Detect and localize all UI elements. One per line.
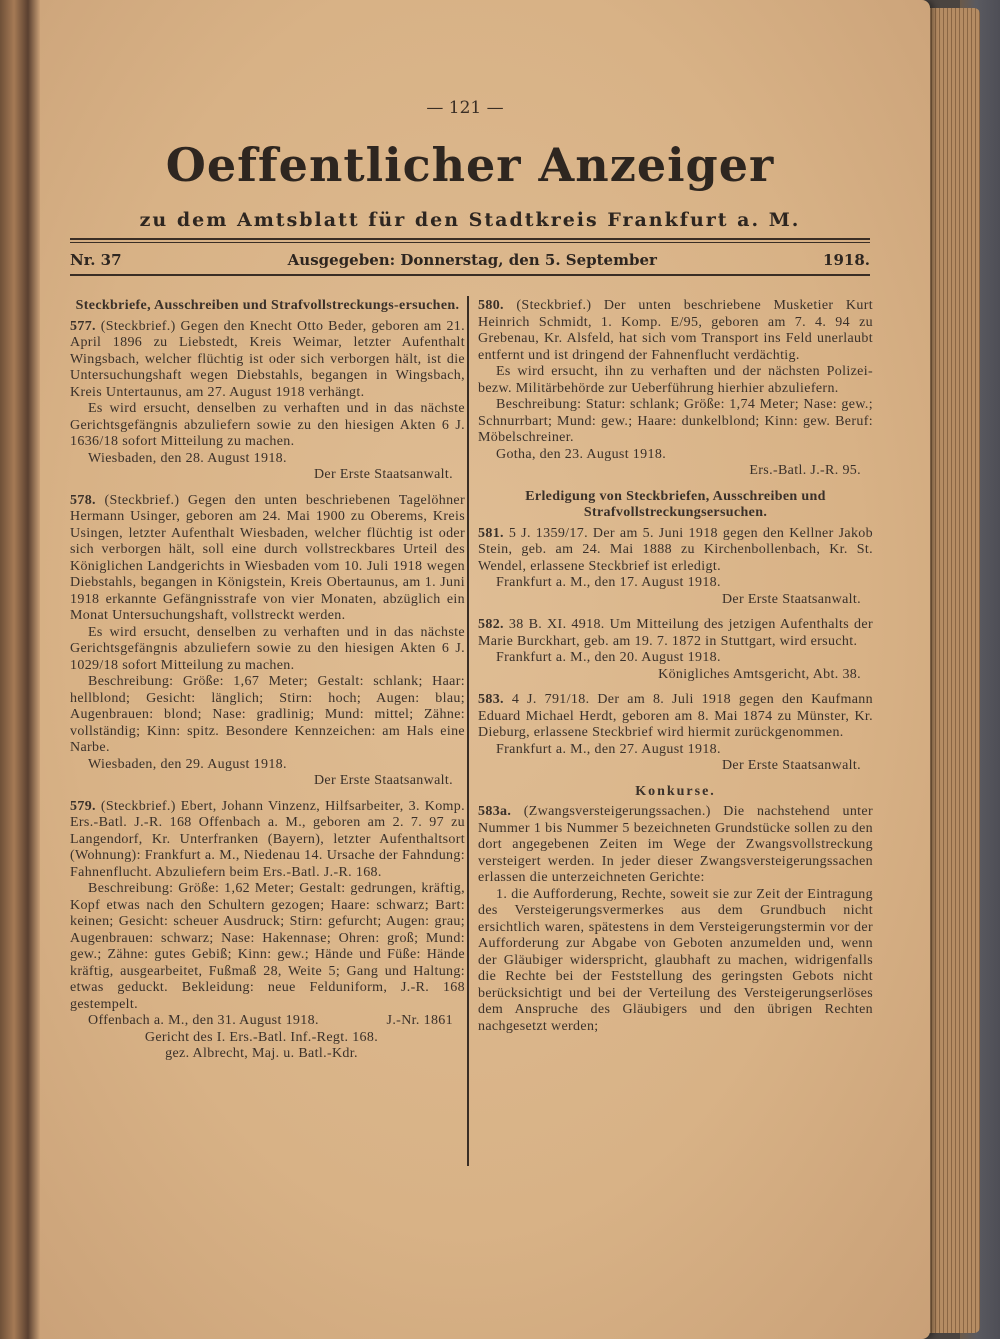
notice-description: Beschreibung: Größe: 1,67 Meter; Gestalt: schlank; Haar: hellblond; Gesicht: länglich; Stirn: hoch; Augen: blau; Augenbrauen: blond; Nase: gradlinig; Mund: mittel; Zähne: vollständig; Kinn: spitz. Besondere Kennzeichen: am Hals eine Narbe. <box>70 674 465 755</box>
notice-signature: Der Erste Staatsanwalt. <box>721 591 861 607</box>
notice-signature-name: gez. Albrecht, Maj. u. Batl.-Kdr. <box>165 1046 358 1061</box>
notice-text: 38 B. XI. 4918. Um Mitteilung des jetzigen Aufenthalts der Marie Burckhart, geb. am 19. 7. 1872 in Stuttgart, wird ersucht. <box>478 617 873 649</box>
notice-signature: Der Erste Staatsanwalt. <box>721 758 861 773</box>
book-spine-shadow <box>0 0 40 1339</box>
issue-number: Nr. 37 <box>70 251 122 269</box>
notice-description: Beschreibung: Statur: schlank; Größe: 1,74 Meter; Nase: gew.; Schnurrbart; Mund: gew.; Haare: dunkelblond; Kinn: gew. Beruf: Möbelschreiner. <box>478 397 873 445</box>
notice-number: 577. <box>70 318 96 334</box>
notice-place-date: Frankfurt a. M., den 17. August 1918. <box>496 575 721 590</box>
notice-text: (Steckbrief.) Der unten beschriebene Musketier Kurt Heinrich Schmidt, 1. Komp. E/95, geboren am 7. 4. 94 zu Grebenau, Kr. Alsfeld, hat sich vom Transport ins Feld unerlaubt entfernt und ist dringend der Fahnenflucht verdächtig. <box>478 298 873 363</box>
notice-place-date: Frankfurt a. M., den 27. August 1918. <box>496 741 721 757</box>
notice-577 <box>70 319 465 484</box>
notice-583 <box>478 692 873 775</box>
notice-text: (Steckbrief.) Ebert, Johann Vinzenz, Hilfsarbeiter, 3. Komp. Ers.-Batl. J.-R. 168 Offenbach a. M., geboren am 2. 7. 97 zu Langendorf, Kr. Unterfranken (Bayern), letzter Aufenthaltsort (Wohnung): Frankfurt a. M., Niedenau 14. Ursache der Fahndung: Fahnenflucht. Abzuliefern beim Ers.-Batl. J.-R. 168. <box>70 798 465 880</box>
notice-579 <box>70 799 465 1063</box>
section-heading: Erledigung von Steckbriefen, Ausschreiben und Strafvollstreckungsersuchen. <box>525 488 826 520</box>
section-heading-konkurse: Konkurse. <box>635 783 716 799</box>
notice-place-date: Frankfurt a. M., den 20. August 1918. <box>496 650 721 665</box>
notice-paragraph: Es wird ersucht, denselben zu verhaften und in das nächste Gerichtsgefängnis abzuliefern sowie zu den hiesigen Akten 6 J. 1636/18 sofort Mitteilung zu machen. <box>70 401 465 449</box>
issue-header <box>70 251 870 269</box>
notice-paragraph: 1. die Aufforderung, Rechte, soweit sie zur Zeit der Eintragung des Versteigerungsvermerkes aus dem Grundbuch nicht ersichtlich waren, spätestens in dem Versteigerungstermin vor der Aufforderung zur Abgabe von Geboten anzumelden und, wenn der Gläubiger widerspricht, glaubhaft zu machen, widrigenfalls die Rechte bei der Feststellung des geringsten Gebots nicht berücksichtigt und bei der Verteilung des Versteigerungserlöses dem Anspruche des Gläubigers und den übrigen Rechten nachgesetzt werden; <box>478 886 873 1034</box>
left-column <box>70 298 465 1072</box>
issue-date: Ausgegeben: Donnerstag, den 5. September <box>287 251 657 269</box>
notice-581 <box>478 526 873 609</box>
notice-number: 579. <box>70 798 96 814</box>
rule-top-thin <box>70 242 870 243</box>
section-heading: Steckbriefe, Ausschreiben und Strafvollstreckungs-ersuchen. <box>75 298 460 313</box>
notice-place-date: Gotha, den 23. August 1918. <box>496 446 667 462</box>
notice-number: 581. <box>478 525 504 541</box>
page-number: — 121 — <box>426 98 504 118</box>
notice-signature: Der Erste Staatsanwalt. <box>313 467 453 482</box>
notice-signature: Gericht des I. Ers.-Batl. Inf.-Regt. 168. <box>144 1029 379 1045</box>
notice-text: (Steckbrief.) Gegen den unten beschriebenen Tagelöhner Hermann Usinger, geboren am 24. Mai 1900 zu Oberems, Kreis Usingen, letzter Aufenthalt Wiesbaden, welcher flüchtig ist oder sich verborgen hält, soll eine durch vollstreckbares Urteil des Königlichen Landgerichts in Wiesbaden vom 10. Juli 1918 wegen Diebstahls, begangen in Königstein, Kreis Obertaunus, am 1. Juni 1918 erkannte Gefängnisstrafe von vier Monaten, abzüglich ein Monat Untersuchungshaft, vollstreckt werden. <box>70 492 465 623</box>
notice-582 <box>478 617 873 683</box>
masthead-subtitle: zu dem Amtsblatt für den Stadtkreis Frankfurt a. M. <box>139 209 801 231</box>
notice-text: 5 J. 1359/17. Der am 5. Juni 1918 gegen den Kellner Jakob Stein, geb. am 24. Mai 1888 zu Kirchenbollenbach, Kr. St. Wendel, erlassene Steckbrief ist erledigt. <box>478 525 873 574</box>
rule-top <box>70 238 870 240</box>
notice-place-date: Wiesbaden, den 28. August 1918. <box>88 450 287 466</box>
notice-reference: J.-Nr. 1861 <box>386 1013 453 1028</box>
notice-580 <box>478 298 873 480</box>
rule-bottom <box>70 274 870 276</box>
notice-text: (Steckbrief.) Gegen den Knecht Otto Beder, geboren am 21. April 1896 zu Liebstedt, Kreis Weimar, letzter Aufenthalt Wingsbach, welcher flüchtig ist oder sich verborgen hält, ist die Untersuchungshaft wegen Diebstahls, begangen in Wingsbach, Kreis Untertaunus, am 27. August 1918 verhängt. <box>70 318 465 400</box>
notice-number: 580. <box>478 298 504 313</box>
notice-number: 583a. <box>478 804 512 819</box>
notice-description: Beschreibung: Größe: 1,62 Meter; Gestalt: gedrungen, kräftig, Kopf etwas nach den Schultern gezogen; Haare: schwarz; Bart: keinen; Gesicht: scheuer Ausdruck; Stirn: gefurcht; Augen: grau; Augenbrauen: schwarz; Nase: Hakennase; Ohren: groß; Mund: gew.; Zähne: gutes Gebiß; Kinn: gew.; Hände und Füße: Hände kräftig, ausgearbeitet, Fußmaß 28, Weite 5; Gang und Haltung: etwas geduckt. Bekleidung: neue Felduniform, J.-R. 168 gestempelt. <box>70 881 465 1012</box>
notice-text: (Zwangsversteigerungssachen.) Die nachstehend unter Nummer 1 bis Nummer 5 bezeichneten Grundstücke sollen zu den dort angegebenen Zeiten im Wege der Zwangsvollstreckung versteigert werden. In jeder dieser Zwangsversteigerungssachen erlassen die unterzeichneten Gerichte: <box>478 804 873 885</box>
column-divider <box>467 296 469 1166</box>
issue-year: 1918. <box>823 251 870 269</box>
masthead-title: Oeffentlicher Anzeiger <box>165 138 775 192</box>
notice-paragraph: Es wird ersucht, denselben zu verhaften und in das nächste Gerichtsgefängnis abzuliefern sowie zu den hiesigen Akten 6 J. 1029/18 sofort Mitteilung zu machen. <box>70 624 465 673</box>
notice-place-date: Offenbach a. M., den 31. August 1918. <box>88 1013 319 1028</box>
notice-place-date: Wiesbaden, den 29. August 1918. <box>88 756 287 772</box>
notice-text: 4 J. 791/18. Der am 8. Juli 1918 gegen den Kaufmann Eduard Michael Herdt, geboren am 8. Mai 1874 zu Münster, Kr. Dieburg, erlassene Steckbrief wird hiermit zurückgenommen. <box>478 692 873 740</box>
notice-signature: Königliches Amtsgericht, Abt. 38. <box>658 666 861 682</box>
notice-paragraph: Es wird ersucht, ihn zu verhaften und der nächsten Polizei- bezw. Militärbehörde zur Ueberführung hierhier abzuliefern. <box>478 364 873 396</box>
notice-578 <box>70 493 465 790</box>
notice-number: 578. <box>70 492 96 508</box>
notice-number: 583. <box>478 692 504 707</box>
notice-signature: Ers.-Batl. J.-R. 95. <box>749 463 861 478</box>
notice-number: 582. <box>478 617 504 632</box>
notice-583a <box>478 804 873 1035</box>
right-column <box>478 298 873 1044</box>
notice-signature: Der Erste Staatsanwalt. <box>313 773 453 788</box>
